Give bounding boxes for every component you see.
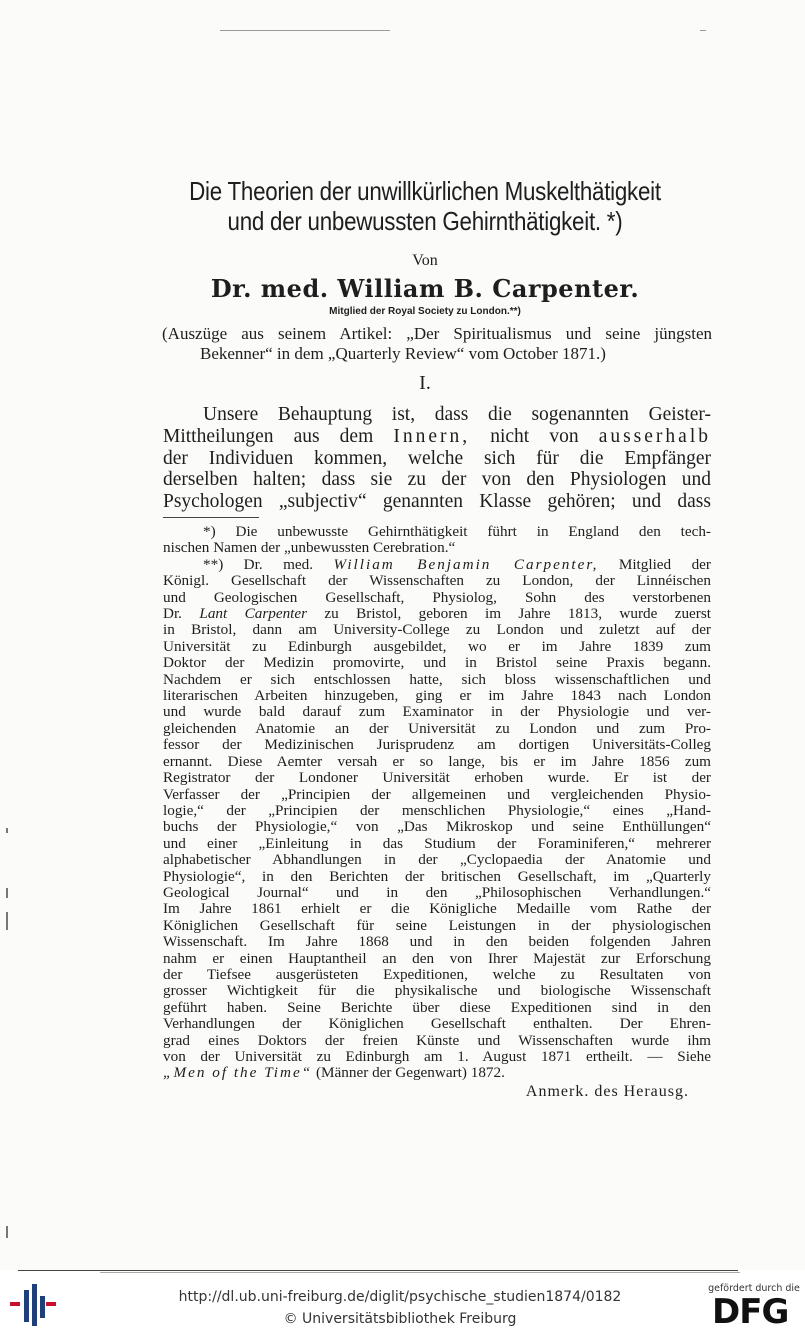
section-number: I. xyxy=(419,372,431,394)
footnote-2-line: Königl. Gesellschaft der Wissenschaften zu London, der Linnéischen xyxy=(163,573,711,590)
footnote-2-line: und einer „Einleitung in das Studium der Foraminiferen,“ mehrerer xyxy=(163,835,711,852)
title-line-1: Die Theorien der unwillkürlichen Muskelthätigkeit xyxy=(189,176,661,206)
bottom-rule xyxy=(18,1270,738,1271)
bottom-rule-secondary xyxy=(100,1272,740,1273)
footnote-2-line: **) Dr. med. William Benjamin Carpenter, Mitglied der xyxy=(203,556,711,573)
footnote-2-line: der Tiefsee ausgerüsteten Expeditionen, welche zu Resultaten von xyxy=(163,966,711,983)
footnote-2-line: Physiologie“, in den Berichten der britischen Gesellschaft, im „Quarterly xyxy=(163,868,711,885)
footnote-2-line: Doktor der Medizin promovirte, und in Bristol seine Praxis begann. xyxy=(163,655,711,672)
title-line-2: und der unbewussten Gehirnthätigkeit. *) xyxy=(227,206,623,236)
footnote-2-line: nahm er einen Hauptantheil an den von Ihrer Majestät zur Erforschung xyxy=(163,950,711,967)
dfg-logo: DFG xyxy=(712,1292,789,1332)
excerpt-line-2: Bekenner“ in dem „Quarterly Review“ vom October 1871.) xyxy=(200,344,606,363)
footnote-2-line: von der Universität zu Edinburgh am 1. August 1871 ertheilt. — Siehe xyxy=(163,1049,711,1065)
funding-note: gefördert durch die xyxy=(708,1283,800,1294)
body-paragraph xyxy=(163,404,711,513)
footnote-2-line: in Bristol, dann am University-College zu London und zuletzt auf der xyxy=(163,622,711,639)
footnote-2-line: Verfasser der „Principien der allgemeinen und vergleichenden Physio- xyxy=(163,786,711,803)
footnote-2-line: fessor der Medizinischen Jurisprudenz am dortigen Universitäts-Colleg xyxy=(163,737,711,754)
footnote-2-line: logie,“ der „Principien der menschlichen Physiologie,“ eines „Hand- xyxy=(163,802,711,819)
footnote-2-line: ernannt. Diese Aemter versah er so lange, bis er im Jahre 1856 zum xyxy=(163,753,711,770)
author-affiliation: Mitglied der Royal Society zu London.**) xyxy=(329,306,521,317)
footnote-2-line: Nachdem er sich entschlossen hatte, sich bloss wissenschaftlichen und xyxy=(163,671,711,688)
footnote-2-line: Registrator der Londoner Universität erhoben wurde. Er ist der xyxy=(163,770,711,787)
author-name: Dr. med. William B. Carpenter. xyxy=(210,274,640,303)
footnote-2-line: und Geologischen Gesellschaft, Physiolog, Sohn des verstorbenen xyxy=(163,589,711,606)
footnote-2-line: Dr. Lant Carpenter zu Bristol, geboren im Jahre 1813, wurde zuerst xyxy=(163,606,711,623)
footnote-2-line: gleichenden Anatomie an der Universität zu London und zum Pro- xyxy=(163,720,711,737)
excerpt-note xyxy=(162,324,712,364)
footnote-2-line: Wissenschaft. Im Jahre 1868 und in den beiden folgenden Jahren xyxy=(163,934,711,951)
footnote-2-line: buchs der Physiologie,“ von „Das Mikroskop und seine Enthüllungen“ xyxy=(163,819,711,836)
library-logo-icon xyxy=(8,1282,56,1328)
margin-mark xyxy=(6,828,8,833)
footnote-2-line: Universität zu Edinburgh ausgebildet, wo er im Jahre 1839 zum xyxy=(163,638,711,655)
footnote-2-line: Im Jahre 1861 erhielt er die Königliche Medaille vom Rathe der xyxy=(163,901,711,918)
footnote-2-line: grosser Wichtigkeit für die physikalische und biologische Wissenschaft xyxy=(163,983,711,1000)
footnote-1-line: nischen Namen der „unbewussten Cerebration.“ xyxy=(163,540,456,557)
footnote-2-line: literarischen Arbeiten hinzugeben, ging er im Jahre 1843 nach London xyxy=(163,688,711,705)
byline-von: Von xyxy=(412,252,438,269)
margin-mark xyxy=(6,888,8,898)
footnote-rule xyxy=(163,517,259,518)
footnote-2-last-line: „Men of the Time“ (Männer der Gegenwart) 1872. xyxy=(163,1065,505,1082)
article-title xyxy=(180,176,670,236)
body-line: derselben halten; dass sie zu der von den Physiologen und xyxy=(163,469,711,491)
excerpt-line-1: (Auszüge aus seinem Artikel: „Der Spiritualismus und seine jüngsten xyxy=(162,324,712,343)
footnotes xyxy=(163,524,711,1100)
footnote-2-line: und wurde bald darauf zum Examinator in der Physiologie und ver- xyxy=(163,704,711,721)
editor-signoff: Anmerk. des Herausg. xyxy=(525,1083,689,1100)
footnote-2-line: Verhandlungen der Königlichen Gesellschaft enthalten. Der Ehren- xyxy=(163,1016,711,1033)
body-line: Psychologen „subjectiv“ genannten Klasse gehören; und dass xyxy=(163,491,711,513)
footnote-2-line: alphabetischer Abhandlungen in der „Cyclopaedia der Anatomie und xyxy=(163,852,711,869)
margin-mark xyxy=(6,912,8,930)
top-dash xyxy=(700,30,706,31)
margin-mark xyxy=(6,1226,8,1238)
footnote-2-line: geführt haben. Seine Berichte über diese Expeditionen sind in den xyxy=(163,999,711,1016)
footnote-2-line: Geological Journal“ und in den „Philosophischen Verhandlungen.“ xyxy=(163,884,711,901)
top-rule xyxy=(220,30,390,31)
body-line: Unsere Behauptung ist, dass die sogenannten Geister- xyxy=(203,404,711,425)
footnote-1-line: *) Die unbewusste Gehirnthätigkeit führt in England den tech- xyxy=(203,524,711,540)
body-line: Mittheilungen aus dem Innern, nicht von ausserhalb xyxy=(163,425,711,447)
body-line: der Individuen kommen, welche sich für die Empfänger xyxy=(163,447,711,469)
footnote-2 xyxy=(163,557,711,1066)
footnote-2-line: grad eines Doktors der freien Künste und Wissenschaften wurde ihm xyxy=(163,1032,711,1049)
permalink-url[interactable]: http://dl.ub.uni-freiburg.de/diglit/psychische_studien1874/0182 xyxy=(178,1289,622,1305)
copyright-notice: © Universitätsbibliothek Freiburg xyxy=(283,1311,517,1327)
footnote-2-line: Königlichen Gesellschaft für seine Leistungen in der physiologischen xyxy=(163,917,711,934)
